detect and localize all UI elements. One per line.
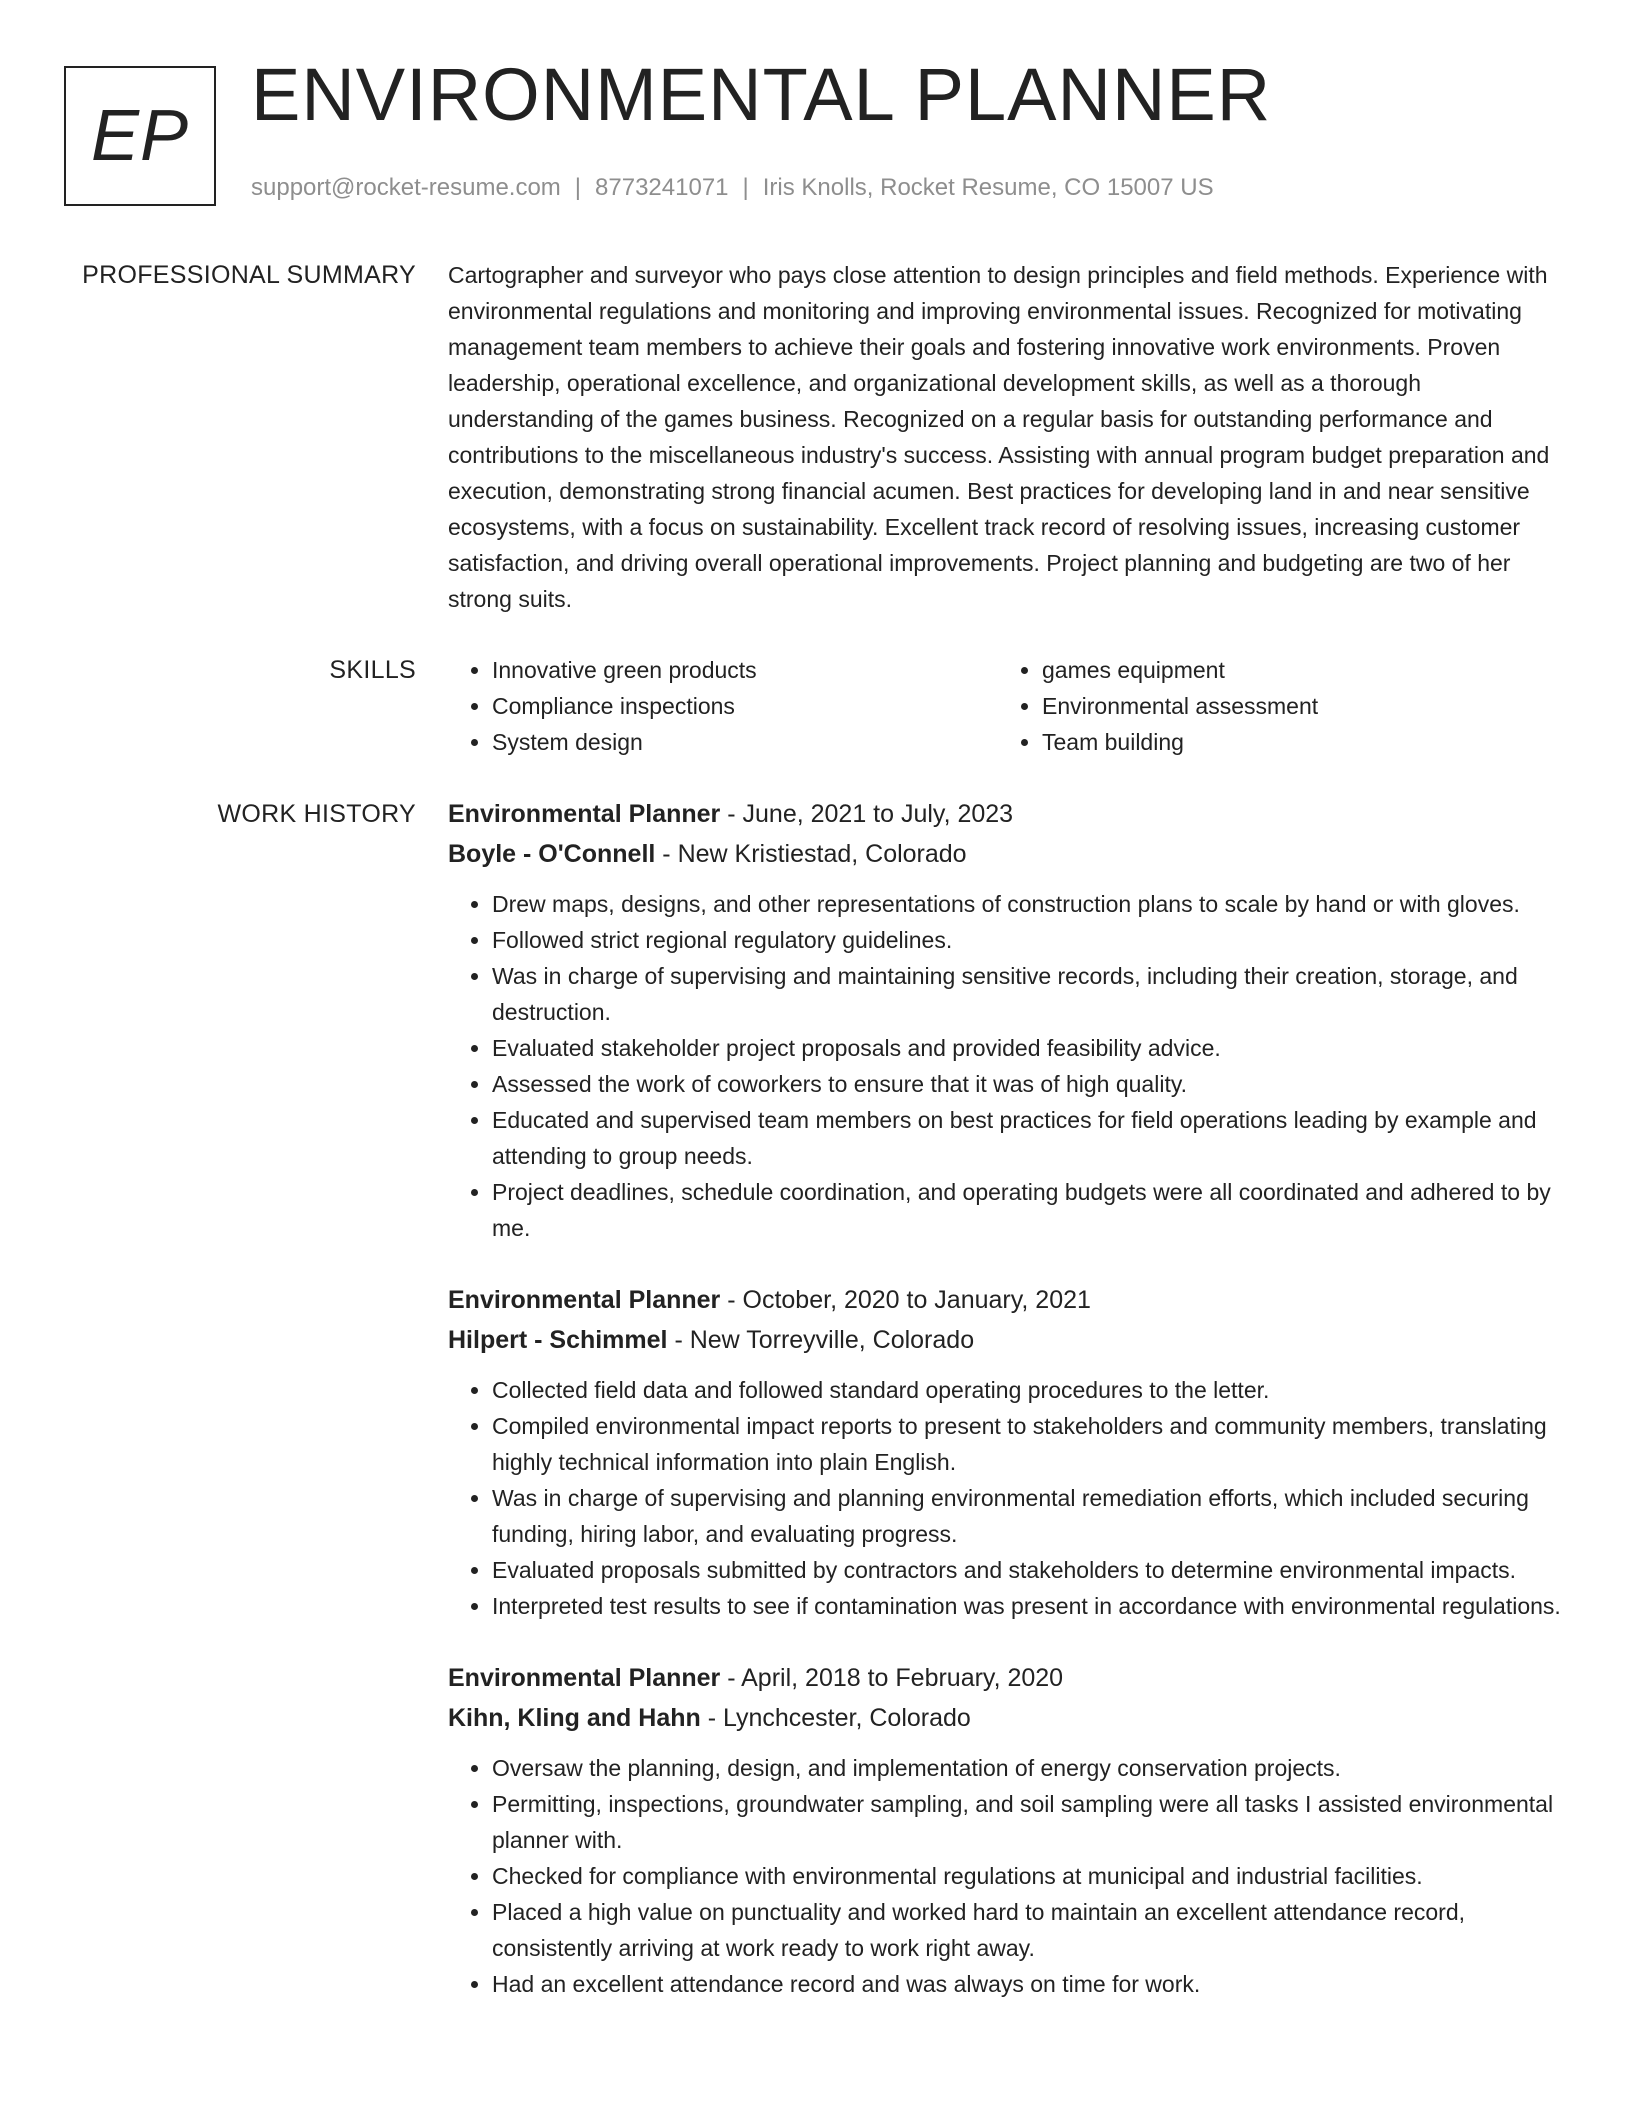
contact-address: Iris Knolls, Rocket Resume, CO 15007 US bbox=[762, 174, 1214, 201]
job-dates: - June, 2021 to July, 2023 bbox=[720, 800, 1014, 828]
job-location: - Lynchcester, Colorado bbox=[700, 1704, 971, 1732]
job-bullet: • Project deadlines, schedule coordination, and operating budgets were all coordinated and adhered to by me. bbox=[492, 1174, 1568, 1246]
contact-phone[interactable]: 8773241071 bbox=[595, 174, 729, 201]
skills-body bbox=[448, 652, 1568, 760]
job-bullet: • Educated and supervised team members on best practices for field operations leading by example and attending to group needs. bbox=[492, 1102, 1568, 1174]
job-location: - New Kristiestad, Colorado bbox=[655, 840, 967, 868]
job-entry bbox=[448, 794, 1568, 1246]
skills-list-left bbox=[448, 652, 998, 760]
job-bullet: • Had an excellent attendance record and was always on time for work. bbox=[492, 1966, 1568, 2002]
work-history-body bbox=[448, 794, 1568, 2036]
skill-item: • Innovative green products bbox=[492, 652, 998, 688]
job-entry bbox=[448, 1658, 1568, 2002]
skill-item: • games equipment bbox=[1042, 652, 1548, 688]
skills-list-right bbox=[998, 652, 1548, 760]
monogram-initials: EP bbox=[90, 96, 190, 176]
job-bullet-list bbox=[448, 1372, 1568, 1624]
monogram-badge bbox=[64, 66, 216, 206]
job-bullet: • Compiled environmental impact reports to present to stakeholders and community members, translating highly technical information into plain English. bbox=[492, 1408, 1568, 1480]
job-company-line bbox=[448, 834, 1568, 874]
contact-separator: | bbox=[742, 174, 749, 201]
summary-body bbox=[448, 257, 1568, 617]
job-bullet: • Checked for compliance with environmental regulations at municipal and industrial facilities. bbox=[492, 1858, 1568, 1894]
job-title: Environmental Planner bbox=[448, 800, 721, 828]
job-company: Kihn, Kling and Hahn bbox=[448, 1704, 701, 1732]
skill-item: • Environmental assessment bbox=[1042, 688, 1548, 724]
job-bullet: • Was in charge of supervising and maintaining sensitive records, including their creation, storage, and destruction. bbox=[492, 958, 1568, 1030]
skills-heading: SKILLS bbox=[329, 656, 416, 684]
summary-text: Cartographer and surveyor who pays close attention to design principles and field methods. Experience with environmental regulations and monitoring and improving environmental issues. Recognized for motivating management team members to achieve their goals and fostering innovative work environments. Proven leadership, operational excellence, and organizational development skills, as well as a thorough understanding of the games business. Recognized on a regular basis for outstanding performance and contributions to the miscellaneous industry's success. Assisting with annual program budget preparation and execution, demonstrating strong financial acumen. Best practices for developing land in and near sensitive ecosystems, with a focus on sustainability. Excellent track record of resolving issues, increasing customer satisfaction, and driving overall operational improvements. Project planning and budgeting are two of her strong suits. bbox=[448, 262, 1550, 612]
job-company: Hilpert - Schimmel bbox=[448, 1326, 668, 1354]
skills-grid bbox=[448, 652, 1568, 760]
job-title-line bbox=[448, 794, 1568, 834]
skill-item: • Team building bbox=[1042, 724, 1548, 760]
job-bullet: • Permitting, inspections, groundwater sampling, and soil sampling were all tasks I assisted environmental planner with. bbox=[492, 1786, 1568, 1858]
skill-item: • System design bbox=[492, 724, 998, 760]
resume-title: ENVIRONMENTAL PLANNER bbox=[251, 53, 1272, 136]
job-company: Boyle - O'Connell bbox=[448, 840, 656, 868]
work-history-heading: WORK HISTORY bbox=[217, 800, 416, 828]
job-bullet: • Collected field data and followed standard operating procedures to the letter. bbox=[492, 1372, 1568, 1408]
job-bullet: • Evaluated stakeholder project proposals and provided feasibility advice. bbox=[492, 1030, 1568, 1066]
job-bullet: • Followed strict regional regulatory guidelines. bbox=[492, 922, 1568, 958]
job-entry bbox=[448, 1280, 1568, 1624]
contact-email[interactable]: support@rocket-resume.com bbox=[251, 174, 561, 201]
job-bullet-list bbox=[448, 1750, 1568, 2002]
skill-item: • Compliance inspections bbox=[492, 688, 998, 724]
contact-separator: | bbox=[574, 174, 582, 201]
summary-heading: PROFESSIONAL SUMMARY bbox=[82, 261, 416, 289]
job-bullet: • Assessed the work of coworkers to ensure that it was of high quality. bbox=[492, 1066, 1568, 1102]
job-title: Environmental Planner bbox=[448, 1664, 721, 1692]
job-title: Environmental Planner bbox=[448, 1286, 721, 1314]
job-bullet: • Placed a high value on punctuality and worked hard to maintain an excellent attendance record, consistently arriving at work ready to work right away. bbox=[492, 1894, 1568, 1966]
job-location: - New Torreyville, Colorado bbox=[667, 1326, 975, 1354]
job-bullet: • Interpreted test results to see if contamination was present in accordance with environmental regulations. bbox=[492, 1588, 1568, 1624]
job-bullet-list bbox=[448, 886, 1568, 1246]
job-dates: - October, 2020 to January, 2021 bbox=[720, 1286, 1091, 1314]
job-bullet: • Drew maps, designs, and other representations of construction plans to scale by hand or with gloves. bbox=[492, 886, 1568, 922]
job-company-line bbox=[448, 1320, 1568, 1360]
job-title-line bbox=[448, 1280, 1568, 1320]
job-company-line bbox=[448, 1698, 1568, 1738]
job-dates: - April, 2018 to February, 2020 bbox=[720, 1664, 1064, 1692]
job-bullet: • Oversaw the planning, design, and implementation of energy conservation projects. bbox=[492, 1750, 1568, 1786]
job-title-line bbox=[448, 1658, 1568, 1698]
job-bullet: • Was in charge of supervising and planning environmental remediation efforts, which included securing funding, hiring labor, and evaluating progress. bbox=[492, 1480, 1568, 1552]
contact-line bbox=[251, 176, 1214, 200]
job-bullet: • Evaluated proposals submitted by contractors and stakeholders to determine environmental impacts. bbox=[492, 1552, 1568, 1588]
